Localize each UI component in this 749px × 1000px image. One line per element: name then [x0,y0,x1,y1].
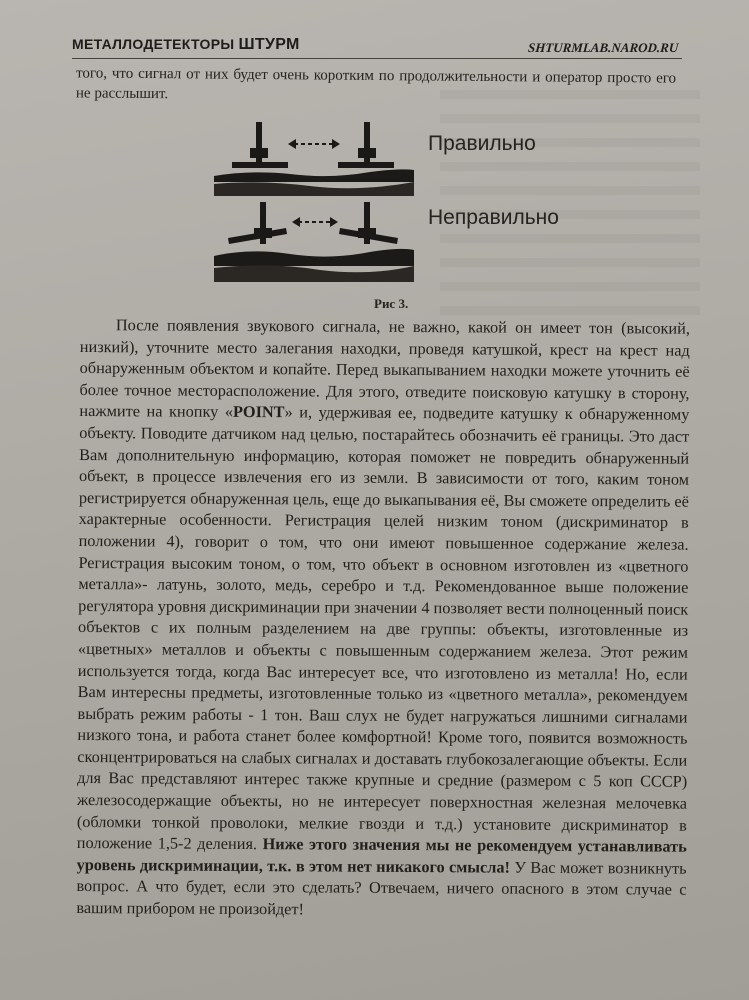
paragraph-text [76,314,690,922]
coil-position-figure [210,118,430,288]
bleed-through-shadow [440,90,700,320]
incorrect-technique-diagram [214,202,414,282]
paragraph-part-1: После появления звукового сигнала, не важно, какой он имеет тон (высокий, низкий), уточните место залегания находки, проведя катушкой, крест на крест над обнаруженным объектом и копайте. Перед выкапыванием находки можете уточнить её более точное месторасположение. Для этого, отведите поисковую катушку в сторону, нажмите на кнопку « [79,315,690,422]
page-header [72,34,682,59]
label-incorrect: Неправильно [428,206,559,229]
correct-technique-diagram [214,122,414,196]
brand-name: ШТУРМ [238,36,300,53]
bold-warning: Ниже этого значения мы не рекомендуем устанавливать уровень дискриминации, т.к. в этом нет никакого смысла! [76,834,687,877]
point-button-label: POINT [232,402,285,422]
brand-title [72,36,300,54]
paragraph-ending: У Вас может возникнуть вопрос. А что будет, если это сделать? Отвечаем, ничего опасного в этом случае с вашим прибором не произойдет! [76,857,687,919]
label-correct: Правильно [428,132,536,155]
site-url: SHTURMLAB.NAROD.RU [527,40,679,55]
paragraph-part-2: » и, удерживая ее, подведите катушку к обнаруженному объекту. Поводите датчиком над целью, постарайтесь обозначить её границы. Это даст Вам дополнительную информацию, которая поможет не повредить обнаруженный объект, в процессе извлечения его из земли. В зависимости от того, каким тоном регистрируется обнаруженная цель, еще до выкапывания её, Вы сможете определить её характерные особенности. Регистрация целей низким тоном (дискриминатор в положении 4), говорит о том, что они имеют повышенное содержание железа. Регистрация высоким тоном, о том, что объект в основном изготовлен из «цветного металла»- латунь, золото, медь, серебро и т.д. Рекомендованное выше положение регулятора уровня дискриминации при значении 4 позволяет вести полноценный поиск объектов с их полным разделением на две группы: объекты, изготовленные из «цветных» металлов и объекты с повышенным содержанием железа. Этот режим используется тогда, когда Вас интересует все, что изготовлено из металла! Но, если Вам интересны предметы, изготовленные только из «цветного металла», рекомендуем выбрать режим работы - 1 тон. Ваш слух не будет нагружаться лишними сигналами низкого тона, и работа станет более комфортной! Кроме того, появится возможность сконцентрироваться на слабых сигналах и доставать глубокозалегающие объекты. Если для Вас представляют интерес также крупные и средние (размером с 5 коп СССР) железосодержащие объекты, но не интересует поверхностная железная мелочевка (обломки тонкой проволоки, мелкие гвозди и т.д.) установите дискриминатор в положение 1,5-2 деления. [76,402,690,854]
brand-prefix: МЕТАЛЛОДЕТЕКТОРЫ [72,36,235,52]
intro-paragraph: того, что сигнал от них будет очень коротким по продолжительности и оператор просто его не расслышит. [75,65,677,103]
main-paragraph [76,314,690,922]
figure-caption: Рис 3. [374,296,409,311]
